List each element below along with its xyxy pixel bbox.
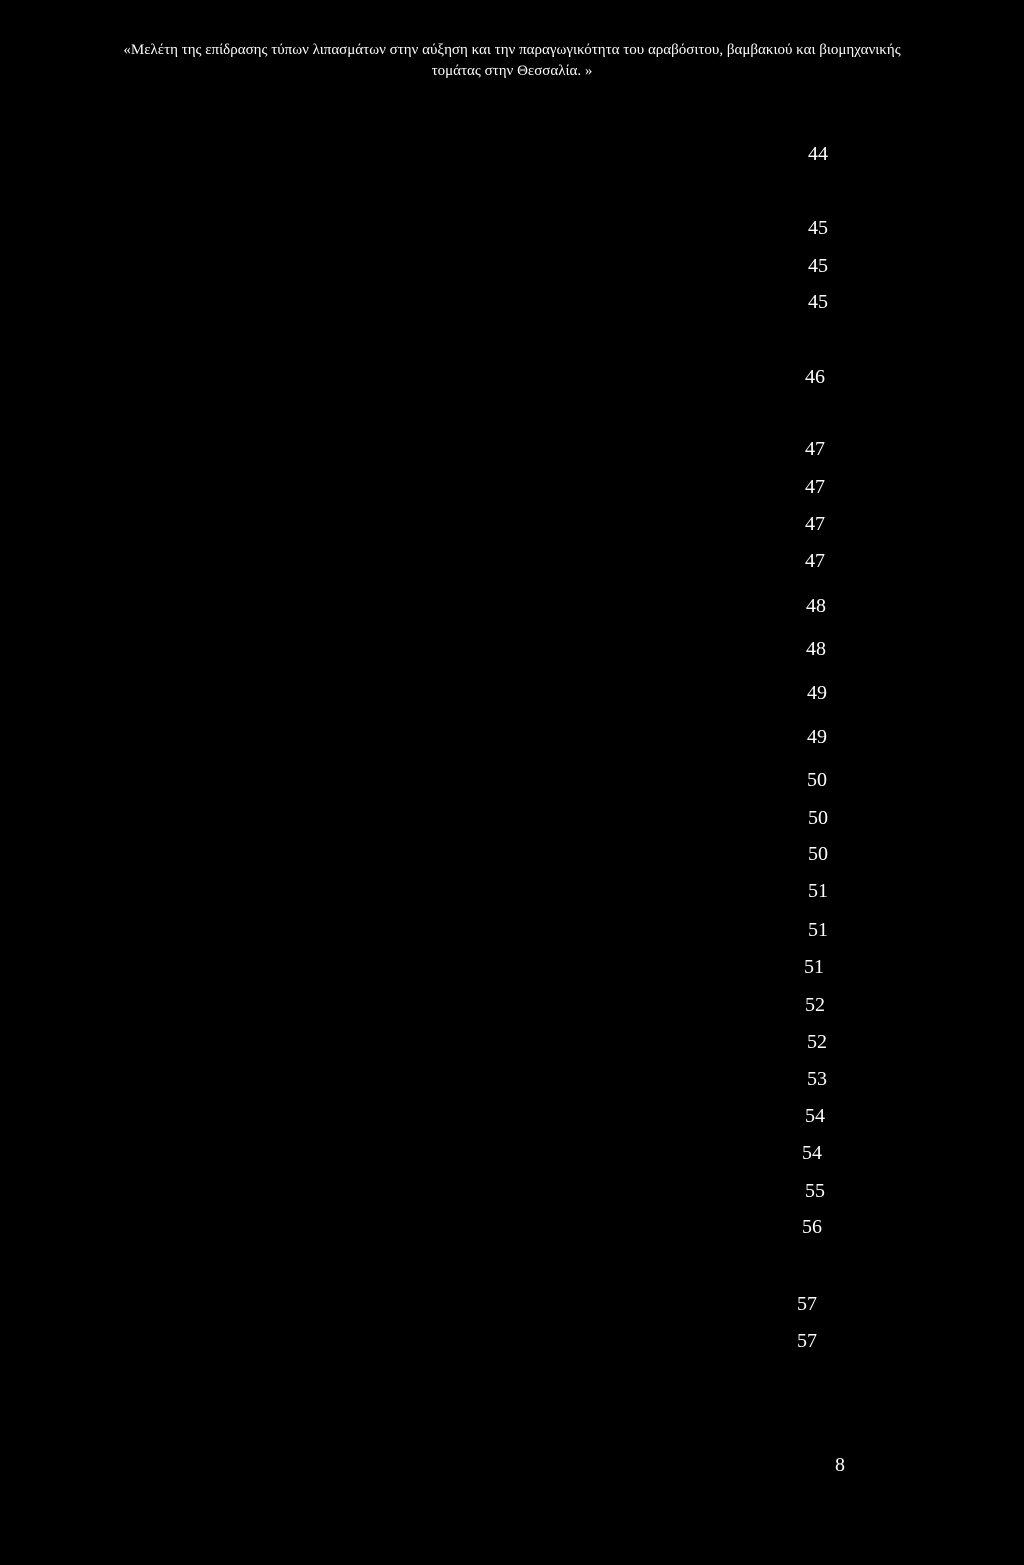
toc-entry-page: 50 [808,843,828,865]
toc-entry-page: 45 [808,217,828,239]
toc-entry-page: 45 [808,255,828,277]
toc-entry-page: 51 [804,956,824,978]
toc-entry-page: 52 [805,994,825,1016]
toc-entry-page: 47 [805,438,825,460]
toc-entry-page: 53 [807,1068,827,1090]
toc-entry-page: 46 [805,366,825,388]
toc-entry-page: 55 [805,1180,825,1202]
toc-entry-page: 48 [806,638,826,660]
toc-entry-page: 52 [807,1031,827,1053]
toc-entry-page: 57 [797,1293,817,1315]
toc-entry-page: 54 [802,1142,822,1164]
page-number: 8 [835,1454,845,1476]
toc-entry-page: 50 [808,807,828,829]
toc-entry-page: 44 [808,143,828,165]
toc-entry-page: 49 [807,682,827,704]
running-header [60,40,964,82]
toc-entry-page: 47 [805,476,825,498]
toc-entry-page: 51 [808,919,828,941]
running-header-line-2: τομάτας στην Θεσσαλία. » [431,63,593,79]
toc-entry-page: 56 [802,1216,822,1238]
toc-entry-page: 45 [808,291,828,313]
toc-entry-page: 54 [805,1105,825,1127]
toc-entry-page: 49 [807,726,827,748]
toc-entry-page: 47 [805,513,825,535]
toc-entry-page: 51 [808,880,828,902]
toc-entry-page: 48 [806,595,826,617]
toc-entry-page: 57 [797,1330,817,1352]
running-header-line-1: «Μελέτη της επίδρασης τύπων λιπασμάτων στην αύξηση και την παραγωγικότητα του αραβόσιτου, βαμβακιού και βιομηχανικής [123,42,901,58]
toc-entry-page: 47 [805,550,825,572]
toc-entry-page: 50 [807,769,827,791]
